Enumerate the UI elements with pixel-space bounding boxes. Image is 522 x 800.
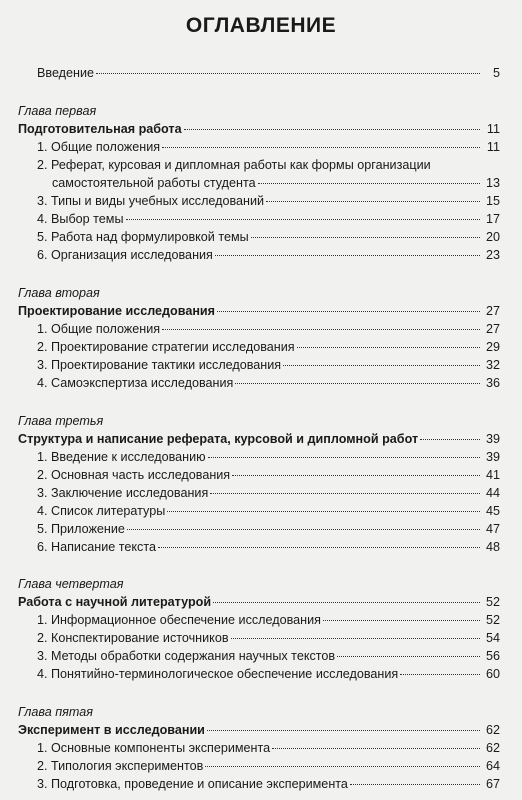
leader-dots <box>162 328 480 330</box>
leader-dots <box>251 236 480 238</box>
toc-entry <box>0 611 522 629</box>
chapter-title-label: Работа с научной литературой <box>18 595 212 609</box>
chapter-title-label: Проектирование исследования <box>18 304 216 318</box>
entry-page: 23 <box>485 248 500 262</box>
entry-label: 2. Основная часть исследования <box>37 468 231 482</box>
leader-dots <box>350 783 480 785</box>
entry-label-line1: 2. Реферат, курсовая и дипломная работы как формы организации <box>37 158 431 172</box>
toc-entry <box>0 484 522 502</box>
leader-dots <box>210 492 480 494</box>
leader-dots <box>420 438 480 440</box>
entry-page: 5 <box>492 66 500 80</box>
entry-label: 4. Выбор темы <box>37 212 124 226</box>
leader-dots <box>184 128 480 130</box>
entry-page: 39 <box>485 432 500 446</box>
entry-page: 11 <box>486 122 500 136</box>
leader-dots <box>208 456 480 458</box>
entry-page: 13 <box>485 176 500 190</box>
toc-entry <box>0 192 522 210</box>
entry-page: 27 <box>485 322 500 336</box>
toc-entry <box>0 665 522 683</box>
entry-page: 27 <box>485 304 500 318</box>
toc-entry <box>0 246 522 264</box>
chapter-4-head: Глава четвертая <box>18 577 124 591</box>
entry-label: 2. Конспектирование источников <box>37 631 229 645</box>
toc-entry <box>0 228 522 246</box>
entry-page: 67 <box>485 777 500 791</box>
entry-label: 4. Понятийно-терминологическое обеспечение исследования <box>37 667 399 681</box>
entry-label: 1. Общие положения <box>37 140 161 154</box>
entry-page: 62 <box>485 723 500 737</box>
leader-dots <box>337 655 480 657</box>
toc-entry <box>0 448 522 466</box>
entry-label: 4. Самоэкспертиза исследования <box>37 376 234 390</box>
toc-entry <box>0 320 522 338</box>
entry-page: 17 <box>485 212 500 226</box>
toc-entry <box>0 502 522 520</box>
leader-dots <box>323 619 480 621</box>
toc-entry <box>0 538 522 556</box>
leader-dots <box>96 72 480 74</box>
leader-dots <box>207 729 480 731</box>
entry-label: 1. Введение к исследованию <box>37 450 206 464</box>
entry-page: 64 <box>485 759 500 773</box>
chapter-title-label: Подготовительная работа <box>18 122 182 136</box>
entry-label: 6. Организация исследования <box>37 248 213 262</box>
entry-page: 44 <box>485 486 500 500</box>
entry-page: 20 <box>485 230 500 244</box>
chapter-title-label: Эксперимент в исследовании <box>18 723 205 737</box>
entry-label: 4. Список литературы <box>37 504 166 518</box>
entry-page: 52 <box>485 595 500 609</box>
leader-dots <box>400 673 480 675</box>
leader-dots <box>126 218 480 220</box>
entry-page: 32 <box>485 358 500 372</box>
entry-page: 41 <box>485 468 500 482</box>
entry-label: 6. Написание текста <box>37 540 156 554</box>
toc-entry <box>0 466 522 484</box>
entry-label: 1. Основные компоненты эксперимента <box>37 741 271 755</box>
chapter-3-title <box>0 430 522 448</box>
entry-label: 1. Общие положения <box>37 322 161 336</box>
toc-heading: ОГЛАВЛЕНИЕ <box>185 14 337 37</box>
leader-dots <box>215 254 480 256</box>
toc-entry <box>0 739 522 757</box>
entry-page: 60 <box>485 667 500 681</box>
leader-dots <box>162 146 480 148</box>
leader-dots <box>217 310 480 312</box>
toc-entry <box>0 647 522 665</box>
entry-label: 3. Методы обработки содержания научных текстов <box>37 649 336 663</box>
entry-page: 52 <box>485 613 500 627</box>
chapter-5-title <box>0 721 522 739</box>
leader-dots <box>232 474 480 476</box>
entry-label: 5. Приложение <box>37 522 125 536</box>
toc-entry <box>0 629 522 647</box>
entry-page: 62 <box>485 741 500 755</box>
chapter-2-head: Глава вторая <box>18 286 100 300</box>
leader-dots <box>235 382 480 384</box>
chapter-5-head: Глава пятая <box>18 705 93 719</box>
entry-label: 2. Типология экспериментов <box>37 759 204 773</box>
entry-label: 3. Проектирование тактики исследования <box>37 358 282 372</box>
toc-entry <box>0 757 522 775</box>
entry-label: 3. Типы и виды учебных исследований <box>37 194 265 208</box>
entry-page: 11 <box>486 140 500 154</box>
leader-dots <box>297 346 480 348</box>
leader-dots <box>266 200 480 202</box>
chapter-4-title <box>0 593 522 611</box>
chapter-2-title <box>0 302 522 320</box>
toc-entry <box>0 210 522 228</box>
entry-label: 3. Заключение исследования <box>37 486 209 500</box>
toc-entry <box>0 138 522 156</box>
leader-dots <box>272 747 480 749</box>
chapter-3-head: Глава третья <box>18 414 104 428</box>
entry-label: 5. Работа над формулировкой темы <box>37 230 249 244</box>
entry-page: 48 <box>485 540 500 554</box>
entry-page: 56 <box>485 649 500 663</box>
entry-page: 47 <box>485 522 500 536</box>
entry-label: 3. Подготовка, проведение и описание эксперимента <box>37 777 348 791</box>
leader-dots <box>167 510 480 512</box>
toc-entry <box>0 520 522 538</box>
entry-page: 15 <box>485 194 500 208</box>
chapter-title-label: Структура и написание реферата, курсовой и дипломной работ <box>18 432 419 446</box>
leader-dots <box>158 546 480 548</box>
leader-dots <box>258 182 480 184</box>
toc-entry <box>0 775 522 793</box>
leader-dots <box>213 601 480 603</box>
chapter-1-title <box>0 120 522 138</box>
entry-page: 29 <box>485 340 500 354</box>
entry-label: Введение <box>37 66 95 80</box>
toc-entry <box>0 174 522 192</box>
chapter-1-head: Глава первая <box>18 104 97 118</box>
toc-entry <box>0 356 522 374</box>
entry-label: 1. Информационное обеспечение исследования <box>37 613 321 627</box>
entry-page: 39 <box>485 450 500 464</box>
leader-dots <box>283 364 480 366</box>
toc-entry-intro <box>0 64 522 82</box>
entry-page: 45 <box>485 504 500 518</box>
entry-page: 54 <box>485 631 500 645</box>
leader-dots <box>205 765 480 767</box>
entry-label: 2. Проектирование стратегии исследования <box>37 340 295 354</box>
toc-entry <box>0 374 522 392</box>
toc-entry <box>0 338 522 356</box>
entry-label-line2: самостоятельной работы студента <box>52 176 256 190</box>
leader-dots <box>231 637 480 639</box>
entry-page: 36 <box>485 376 500 390</box>
leader-dots <box>127 528 480 530</box>
